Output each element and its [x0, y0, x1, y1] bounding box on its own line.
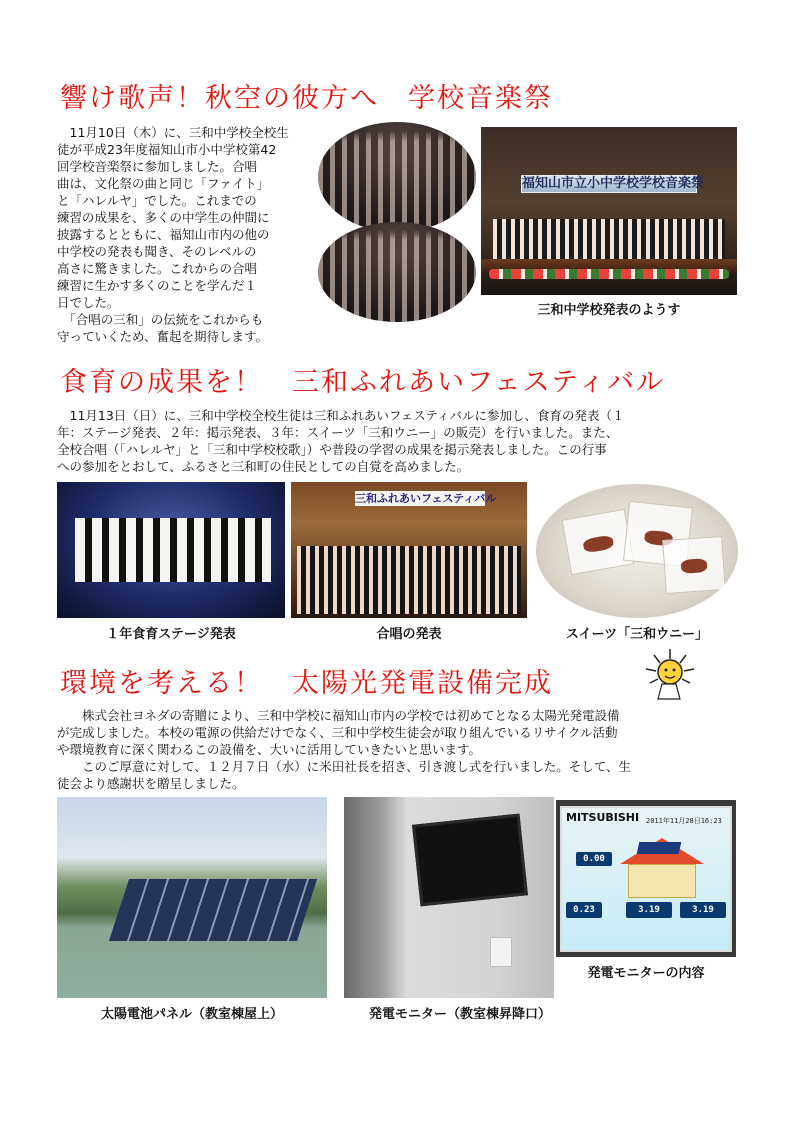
caption-monitor-content: 発電モニターの内容	[587, 966, 705, 981]
sun-mascot-icon	[640, 645, 700, 703]
section-heading-solar: 環境を考える！ 太陽光発電設備完成	[60, 668, 553, 699]
section-heading-food-education: 食育の成果を！ 三和ふれあいフェスティバル	[60, 367, 665, 398]
choir-rows	[493, 219, 725, 259]
gym-banner: 三和ふれあいフェスティバル	[355, 492, 497, 505]
caption-chorus: 合唱の発表	[376, 627, 442, 642]
caption-music-festival: 三和中学校発表のようす	[537, 303, 681, 318]
wall-monitor	[412, 814, 528, 907]
monitor-screen	[560, 806, 732, 952]
music-festival-body: 11月10日（木）に、三和中学校全校生 徒が平成23年度福知山市小中学校第42 回学校音楽祭に参加しました。合唱 曲は、文化祭の曲と同じ「ファイト」 と「ハレルヤ」でした。これまでの 練習の成果を、多くの中学生の仲間に 披露するとともに、福知山市内の他の 中学校の発表も聞き、そのレベルの 高さに驚きました。これからの合唱 練習に生かす多くのことを学んだ１ 日でした。 「合唱の三和」の伝統をこれからも 守っていくため、奮起を期待します。	[57, 125, 289, 344]
pv-panel-icon	[637, 842, 682, 854]
readout-sold: 3.19	[680, 902, 726, 918]
house-body-icon	[628, 864, 696, 898]
sweets-photo	[536, 484, 738, 618]
stage-presentation-photo	[57, 482, 285, 618]
caption-monitor: 発電モニター（教室棟昇降口）	[368, 1007, 551, 1022]
caption-stage-presentation: １年食育ステージ発表	[106, 627, 236, 642]
monitor-location-photo	[344, 797, 554, 998]
concert-hall-photo	[481, 127, 737, 295]
sweets-bag	[562, 509, 635, 575]
readout-generated: 0.23	[566, 902, 602, 918]
chorus-photo	[291, 482, 527, 618]
section-heading-music-festival: 響け歌声！秋空の彼方へ 学校音楽祭	[60, 83, 553, 114]
monitor-content-photo	[556, 800, 736, 957]
solar-panel-array	[109, 879, 317, 941]
caption-solar-panel: 太陽電池パネル（教室棟屋上）	[100, 1007, 283, 1022]
monitor-datetime: 2011年11月28日16:23	[646, 817, 722, 825]
solar-body: 株式会社ヨネダの寄贈により、三和中学校に福知山市内の学校では初めてとなる太陽光発電設備 が完成しました。本校の電源の供給だけでなく、三和中学校生徒会が取り組んでいるリサイクル活動 や環境教育に深く関わるこの設備を、大いに活用していきたいと思います。 このご厚意に対して、１２月７日（水）に米田社長を招き、引き渡し式を行いました。そして、生 徒会より感謝状を贈呈しました。	[57, 708, 632, 791]
choir-photo-top	[318, 122, 476, 232]
choir-photo-bottom	[318, 222, 476, 322]
solar-panel-photo	[57, 797, 327, 998]
presentation-signs	[75, 518, 271, 582]
caption-sweets: スイーツ「三和ウニー」	[565, 627, 709, 642]
readout-consumed: 3.19	[626, 902, 672, 918]
monitor-brand: MITSUBISHI	[566, 811, 640, 824]
readout-current: 0.00	[576, 852, 612, 866]
stage-flowers	[489, 269, 729, 279]
festival-banner: 福知山市立小中学校学校音楽祭	[522, 176, 705, 191]
chorus-crowd	[297, 546, 521, 614]
food-festival-body: 11月13日（日）に、三和中学校全校生徒は三和ふれあいフェスティバルに参加し、食育の発表（１ 年：ステージ発表、２年：掲示発表、３年：スイーツ「三和ウニー」の販売）を行いました。また、 全校合唱（「ハレルヤ」と「三和中学校校歌」）や普段の学習の成果を掲示発表しました。この行事 への参加をとおして、ふるさと三和町の住民としての自覚を高めました。	[57, 408, 625, 474]
wall-control-panel	[490, 937, 512, 967]
sweets-bag	[662, 536, 726, 594]
